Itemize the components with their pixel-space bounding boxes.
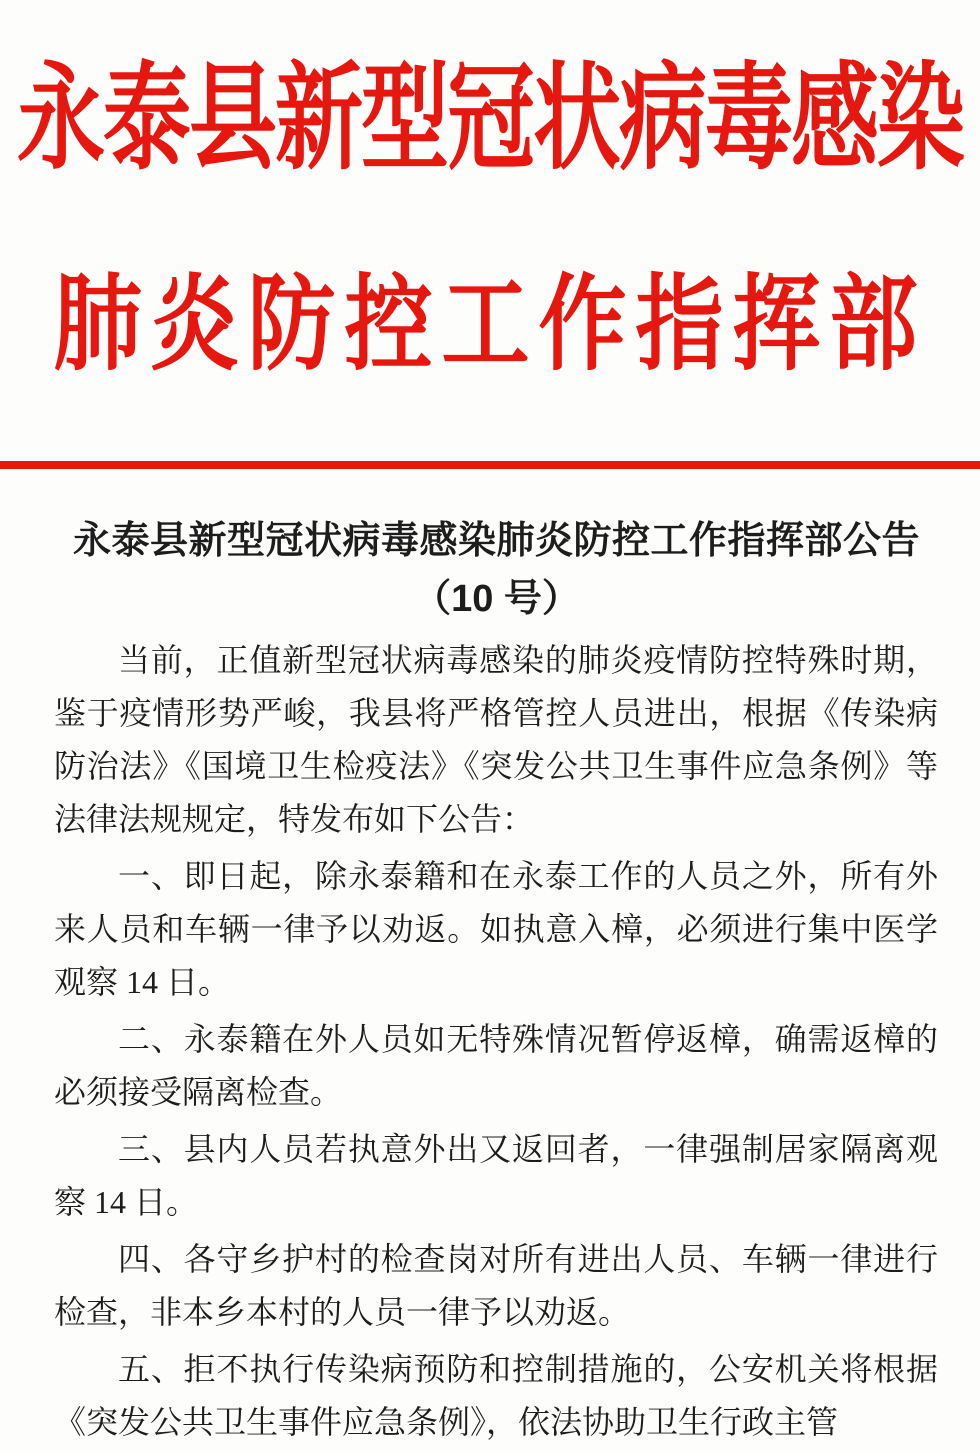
notice-number-line: （10 号） — [413, 578, 580, 620]
banner-title-line-1: 永泰县新型冠状病毒感染 — [16, 52, 963, 184]
red-divider-rule — [0, 461, 980, 469]
notice-body — [54, 634, 938, 1453]
paragraph-item-3: 三、县内人员若执意外出又返回者，一律强制居家隔离观察 14 日。 — [54, 1131, 938, 1220]
paragraph-item-1: 一、即日起，除永泰籍和在永泰工作的人员之外，所有外来人员和车辆一律予以劝返。如执意入樟，必须进行集中医学观察 14 日。 — [54, 858, 938, 1000]
paragraph-item-4: 四、各守乡护村的检查岗对所有进出人员、车辆一律进行检查，非本乡本村的人员一律予以劝返。 — [54, 1241, 938, 1330]
banner-title-line-2: 肺炎防控工作指挥部 — [53, 265, 927, 383]
paragraph-intro: 当前，正值新型冠状病毒感染的肺炎疫情防控特殊时期，鉴于疫情形势严峻，我县将严格管控人员进出，根据《传染病防治法》《国境卫生检疫法》《突发公共卫生事件应急条例》等法律法规规定，特发布如下公告： — [54, 642, 938, 837]
notice-title: 永泰县新型冠状病毒感染肺炎防控工作指挥部公告 — [72, 520, 920, 562]
paragraph-item-2: 二、永泰籍在外人员如无特殊情况暂停返樟，确需返樟的必须接受隔离检查。 — [54, 1021, 938, 1110]
paragraph-item-5: 五、拒不执行传染病预防和控制措施的，公安机关将根据《突发公共卫生事件应急条例》，依法协助卫生行政主管 — [54, 1351, 938, 1440]
